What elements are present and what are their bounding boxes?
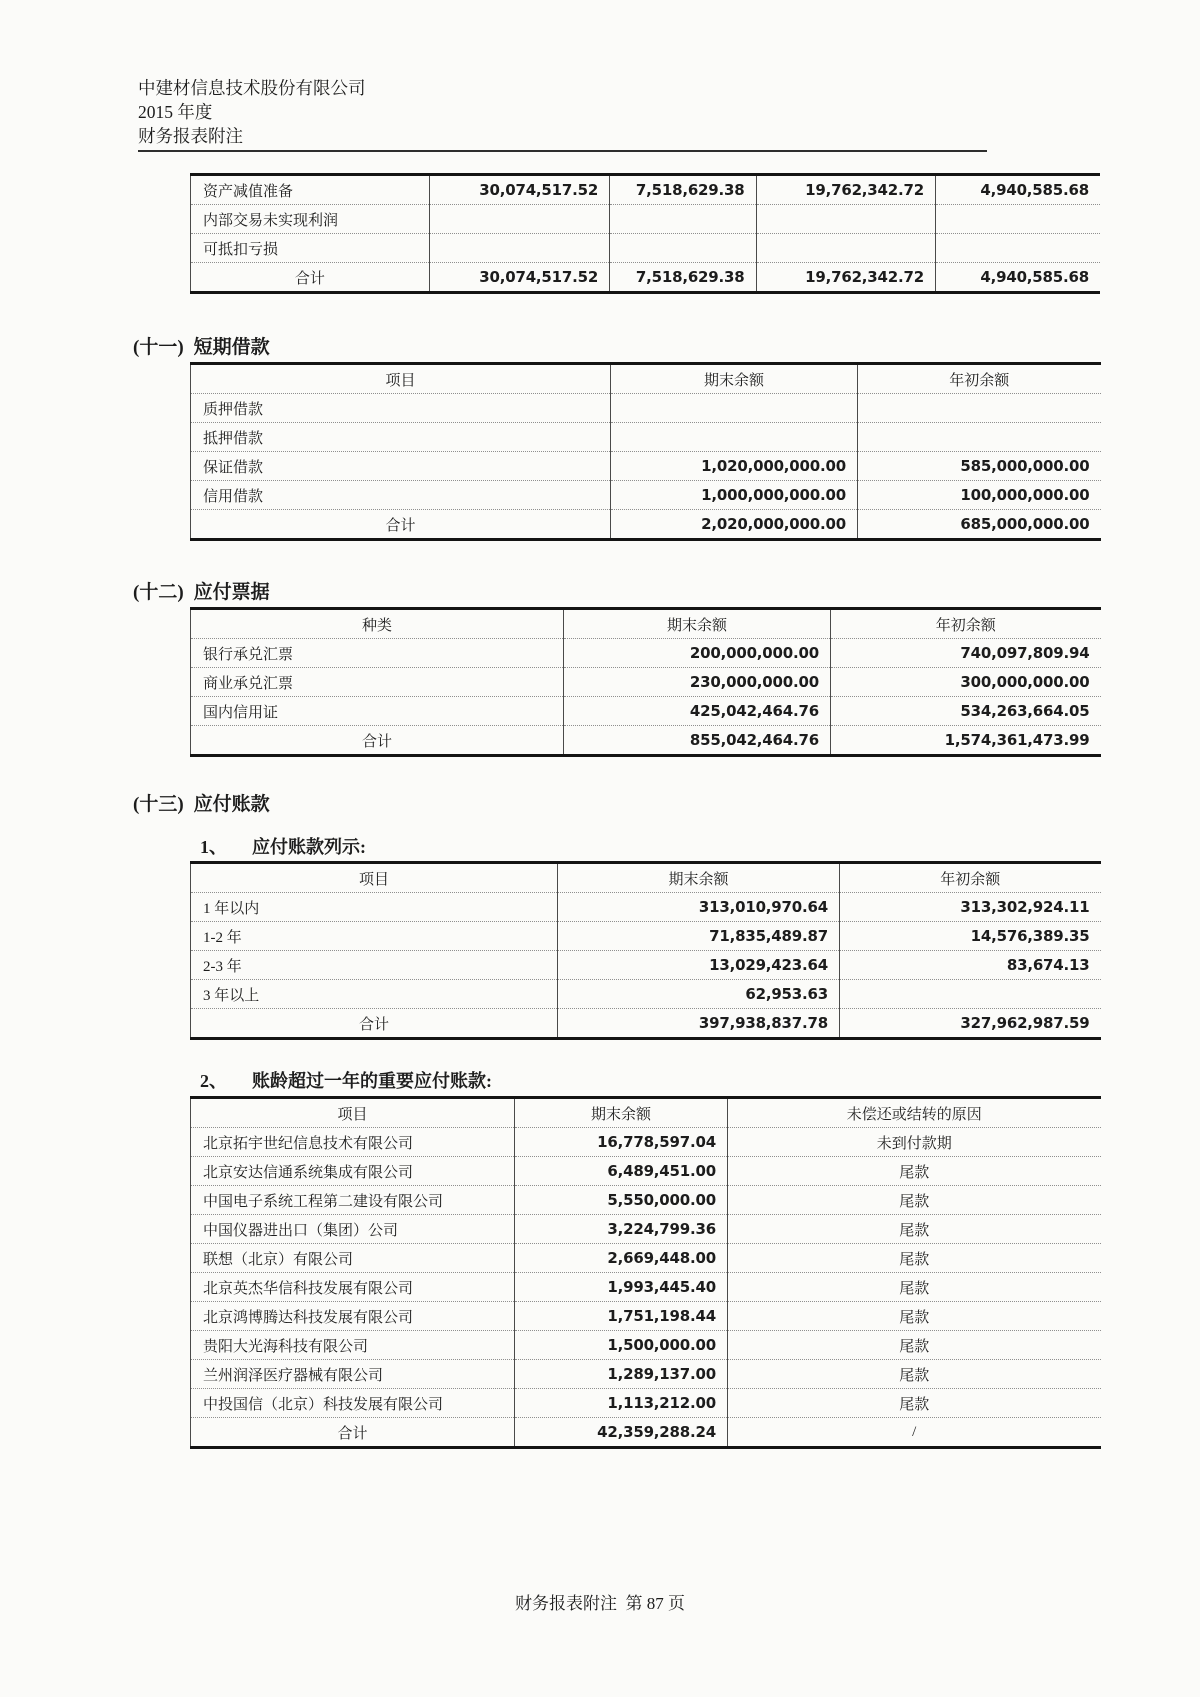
value-cell: [429, 205, 609, 234]
table-row: [191, 1186, 1101, 1215]
value-cell: [756, 205, 935, 234]
value-cell: 425,042,464.76: [564, 697, 831, 726]
column-header: 未偿还或结转的原因: [728, 1098, 1101, 1128]
subsection-title: 应付账款列示:: [252, 837, 366, 857]
row-label: 抵押借款: [191, 423, 611, 452]
row-label: 1-2 年: [191, 922, 558, 951]
value-cell: [610, 205, 756, 234]
company-cell: 中国电子系统工程第二建设有限公司: [191, 1186, 515, 1215]
table-row: [191, 205, 1101, 234]
table-row: [191, 394, 1101, 423]
row-label: 质押借款: [191, 394, 611, 423]
table-row: [191, 697, 1101, 726]
value-cell: 30,074,517.52: [429, 263, 609, 293]
value-cell: 585,000,000.00: [858, 452, 1101, 481]
section-number: (十一): [133, 337, 184, 358]
table-row: [191, 893, 1101, 922]
value-cell: 300,000,000.00: [831, 668, 1101, 697]
row-label: 商业承兑汇票: [191, 668, 564, 697]
value-cell: 13,029,423.64: [558, 951, 840, 980]
section-number: (十三): [133, 794, 184, 815]
company-name: 中建材信息技术股份有限公司: [138, 78, 366, 98]
reason-cell: 尾款: [728, 1273, 1101, 1302]
value-cell: 71,835,489.87: [558, 922, 840, 951]
value-cell: [611, 394, 858, 423]
row-label: 银行承兑汇票: [191, 639, 564, 668]
value-cell: 7,518,629.38: [610, 263, 756, 293]
value-cell: [756, 234, 935, 263]
reason-cell: 尾款: [728, 1186, 1101, 1215]
header-row: [191, 609, 1101, 639]
reason-cell: 尾款: [728, 1157, 1101, 1186]
total-row: [191, 263, 1101, 293]
value-cell: 200,000,000.00: [564, 639, 831, 668]
company-cell: 北京拓宇世纪信息技术有限公司: [191, 1128, 515, 1157]
value-cell: 2,669,448.00: [515, 1244, 728, 1273]
carryover-table: [190, 173, 1100, 294]
column-header: 项目: [191, 863, 558, 893]
value-cell: [936, 205, 1101, 234]
value-cell: 42,359,288.24: [515, 1418, 728, 1448]
value-cell: 855,042,464.76: [564, 726, 831, 756]
table-row: [191, 1302, 1101, 1331]
page-footer: 财务报表附注 第 87 页: [515, 1594, 685, 1613]
subsection-number: 2、: [200, 1071, 227, 1091]
company-cell: 中投国信（北京）科技发展有限公司: [191, 1389, 515, 1418]
value-cell: 14,576,389.35: [840, 922, 1101, 951]
value-cell: 1,574,361,473.99: [831, 726, 1101, 756]
accounts-payable-aging-table: [190, 861, 1101, 1040]
value-cell: 230,000,000.00: [564, 668, 831, 697]
value-cell: 19,762,342.72: [756, 175, 935, 205]
row-label: 资产减值准备: [191, 175, 430, 205]
header-row: [191, 863, 1101, 893]
table-row: [191, 423, 1101, 452]
value-cell: [611, 423, 858, 452]
company-cell: 中国仪器进出口（集团）公司: [191, 1215, 515, 1244]
table-row: [191, 452, 1101, 481]
reason-cell: 尾款: [728, 1389, 1101, 1418]
table-row: [191, 1244, 1101, 1273]
header-row: [191, 364, 1101, 394]
table-row: [191, 980, 1101, 1009]
header-divider: [138, 150, 987, 152]
total-label: 合计: [191, 263, 430, 293]
table-row: [191, 234, 1101, 263]
column-header: 期末余额: [611, 364, 858, 394]
value-cell: [840, 980, 1101, 1009]
table-row: [191, 1360, 1101, 1389]
subsection-number: 1、: [200, 837, 227, 857]
column-header: 年初余额: [840, 863, 1101, 893]
value-cell: [429, 234, 609, 263]
value-cell: 62,953.63: [558, 980, 840, 1009]
value-cell: 534,263,664.05: [831, 697, 1101, 726]
value-cell: 313,010,970.64: [558, 893, 840, 922]
column-header: 项目: [191, 1098, 515, 1128]
reason-cell: 尾款: [728, 1215, 1101, 1244]
value-cell: 1,500,000.00: [515, 1331, 728, 1360]
row-label: 信用借款: [191, 481, 611, 510]
reason-cell: 尾款: [728, 1331, 1101, 1360]
total-row: [191, 1418, 1101, 1448]
section-11-heading: [133, 336, 1200, 360]
column-header: 种类: [191, 609, 564, 639]
reason-cell: 尾款: [728, 1360, 1101, 1389]
important-payables-over-one-year-table: [190, 1096, 1101, 1449]
header-row: [191, 1098, 1101, 1128]
reason-cell: /: [728, 1418, 1101, 1448]
section-12-heading: [133, 581, 1200, 605]
company-cell: 北京英杰华信科技发展有限公司: [191, 1273, 515, 1302]
value-cell: 5,550,000.00: [515, 1186, 728, 1215]
value-cell: 1,751,198.44: [515, 1302, 728, 1331]
column-header: 项目: [191, 364, 611, 394]
total-row: [191, 510, 1101, 540]
row-label: 1 年以内: [191, 893, 558, 922]
row-label: 2-3 年: [191, 951, 558, 980]
section-title: 短期借款: [193, 337, 270, 358]
section-13-heading: [133, 793, 1200, 817]
total-label: 合计: [191, 1009, 558, 1039]
reason-cell: 尾款: [728, 1244, 1101, 1273]
table-row: [191, 1331, 1101, 1360]
total-label: 合计: [191, 510, 611, 540]
notes-payable-table: [190, 607, 1101, 757]
value-cell: 16,778,597.04: [515, 1128, 728, 1157]
fiscal-year: 2015 年度: [138, 102, 213, 122]
document-title: 财务报表附注: [138, 126, 243, 146]
table-row: [191, 1389, 1101, 1418]
company-cell: 北京鸿博腾达科技发展有限公司: [191, 1302, 515, 1331]
column-header: 年初余额: [831, 609, 1101, 639]
column-header: 期末余额: [564, 609, 831, 639]
value-cell: 6,489,451.00: [515, 1157, 728, 1186]
total-label: 合计: [191, 726, 564, 756]
row-label: 保证借款: [191, 452, 611, 481]
value-cell: 30,074,517.52: [429, 175, 609, 205]
value-cell: 1,113,212.00: [515, 1389, 728, 1418]
company-cell: 兰州润泽医疗器械有限公司: [191, 1360, 515, 1389]
table-row: [191, 1273, 1101, 1302]
value-cell: 2,020,000,000.00: [611, 510, 858, 540]
total-row: [191, 1009, 1101, 1039]
value-cell: 740,097,809.94: [831, 639, 1101, 668]
table-row: [191, 951, 1101, 980]
value-cell: 3,224,799.36: [515, 1215, 728, 1244]
reason-cell: 尾款: [728, 1302, 1101, 1331]
company-cell: 联想（北京）有限公司: [191, 1244, 515, 1273]
row-label: 国内信用证: [191, 697, 564, 726]
company-cell: 北京安达信通系统集成有限公司: [191, 1157, 515, 1186]
row-label: 3 年以上: [191, 980, 558, 1009]
subsection-2-heading: [200, 1070, 1200, 1093]
total-row: [191, 726, 1101, 756]
short-term-loans-table: [190, 362, 1101, 541]
value-cell: 327,962,987.59: [840, 1009, 1101, 1039]
column-header: 期末余额: [558, 863, 840, 893]
row-label: 可抵扣亏损: [191, 234, 430, 263]
row-label: 内部交易未实现利润: [191, 205, 430, 234]
value-cell: [610, 234, 756, 263]
value-cell: 4,940,585.68: [936, 175, 1101, 205]
value-cell: 83,674.13: [840, 951, 1101, 980]
reason-cell: 未到付款期: [728, 1128, 1101, 1157]
value-cell: 1,993,445.40: [515, 1273, 728, 1302]
document-header: [138, 0, 1200, 148]
subsection-title: 账龄超过一年的重要应付账款:: [252, 1071, 492, 1091]
company-cell: 贵阳大光海科技有限公司: [191, 1331, 515, 1360]
value-cell: [936, 234, 1101, 263]
total-label: 合计: [191, 1418, 515, 1448]
value-cell: 397,938,837.78: [558, 1009, 840, 1039]
table-row: [191, 481, 1101, 510]
value-cell: 100,000,000.00: [858, 481, 1101, 510]
section-title: 应付账款: [193, 794, 270, 815]
subsection-1-heading: [200, 836, 1200, 859]
table-row: [191, 639, 1101, 668]
value-cell: 313,302,924.11: [840, 893, 1101, 922]
table-row: [191, 668, 1101, 697]
value-cell: 19,762,342.72: [756, 263, 935, 293]
table-row: [191, 1128, 1101, 1157]
column-header: 年初余额: [858, 364, 1101, 394]
value-cell: 1,289,137.00: [515, 1360, 728, 1389]
value-cell: [858, 423, 1101, 452]
value-cell: 1,020,000,000.00: [611, 452, 858, 481]
value-cell: 1,000,000,000.00: [611, 481, 858, 510]
table-row: [191, 1157, 1101, 1186]
section-title: 应付票据: [193, 582, 270, 603]
table-row: [191, 175, 1101, 205]
value-cell: 685,000,000.00: [858, 510, 1101, 540]
section-number: (十二): [133, 582, 184, 603]
value-cell: 4,940,585.68: [936, 263, 1101, 293]
value-cell: 7,518,629.38: [610, 175, 756, 205]
table-row: [191, 922, 1101, 951]
column-header: 期末余额: [515, 1098, 728, 1128]
value-cell: [858, 394, 1101, 423]
table-row: [191, 1215, 1101, 1244]
